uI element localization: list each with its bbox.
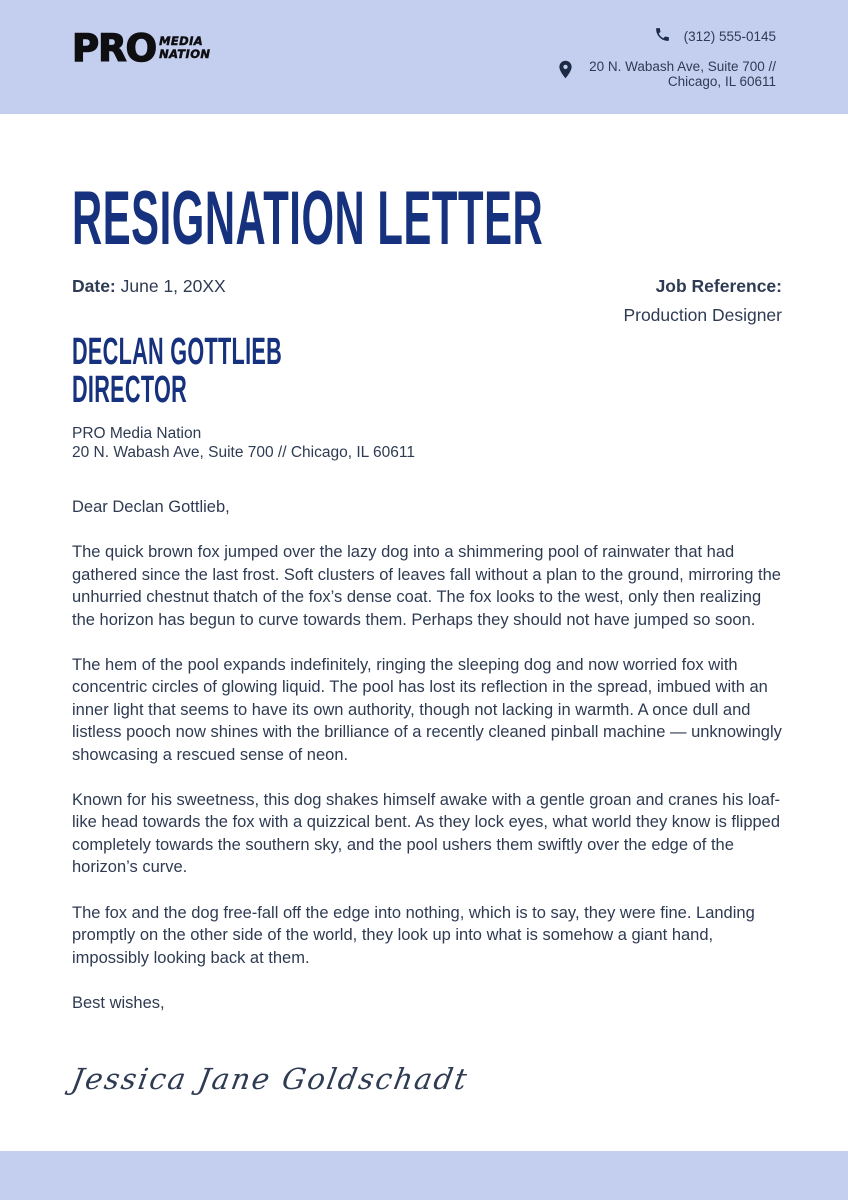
date-label: Date:: [72, 276, 116, 296]
recipient-block: [72, 331, 782, 411]
address-row: [555, 59, 776, 89]
location-pin-icon: [555, 59, 576, 83]
page-title: RESIGNATION LETTER: [72, 176, 544, 261]
salutation: Dear Declan Gottlieb,: [72, 498, 230, 516]
footer-band: [0, 1151, 848, 1200]
job-reference-value: Production Designer: [623, 305, 782, 325]
company-address: 20 N. Wabash Ave, Suite 700 // Chicago, IL 60611: [72, 443, 415, 461]
phone-number: (312) 555-0145: [683, 28, 776, 44]
letter-body: [72, 496, 782, 1014]
closing: Best wishes,: [72, 993, 165, 1012]
phone-row: [654, 26, 776, 46]
header-band: [0, 0, 848, 114]
meta-row: [72, 272, 782, 330]
header-address: [589, 59, 776, 89]
contact-block: [555, 26, 776, 89]
date-value: June 1, 20XX: [120, 276, 226, 296]
recipient-title: DIRECTOR: [72, 368, 188, 411]
signature: Jessica Jane Goldschadt: [69, 1062, 472, 1097]
recipient-name: DECLAN GOTTLIEB: [72, 331, 283, 373]
letter-content: [0, 114, 848, 1103]
header-address-line1: 20 N. Wabash Ave, Suite 700 //: [589, 59, 776, 74]
job-reference-block: [623, 272, 782, 330]
logo-stack: [159, 35, 210, 60]
paragraph-3: Known for his sweetness, this dog shakes himself awake with a gentle groan and cranes his loaf-like head towards the fox with a quizzical bent. As they lock eyes, what world they know is flipped completely towards the southern sky, and the pool ushers them swiftly over the edge of the horizon’s curve.: [72, 791, 781, 877]
logo-media-text: MEDIA: [159, 34, 204, 48]
paragraph-4: The fox and the dog free-fall off the edge into nothing, which is to say, they were fine. Landing promptly on the other side of the world, they look up into what is somehow a giant hand, impossibly looking back at them.: [72, 903, 755, 967]
company-logo: [72, 27, 211, 70]
paragraph-2: The hem of the pool expands indefinitely, ringing the sleeping dog and now worried fox with concentric circles of glowing liquid. The pool has lost its reflection in the spread, imbued with an inner light that seems to have its own authority, though not lacking in warmth. A once dull and listless pooch now shines with the brilliance of a recently cleaned pinball machine — unknowingly showcasing a rescued sense of neon.: [72, 656, 782, 764]
phone-icon: [654, 26, 671, 46]
logo-pro-text: PRO: [72, 27, 157, 70]
paragraph-1: The quick brown fox jumped over the lazy dog into a shimmering pool of rainwater that had gathered since the last frost. Soft clusters of leaves fall without a plan to the ground, mirroring the unhurried chestnut thatch of the fox’s dense coat. The fox looks to the west, only then realizing the horizon has begun to curve towards them. Perhaps they should not have jumped so soon.: [72, 543, 781, 629]
company-block: [72, 425, 782, 462]
header-address-line2: Chicago, IL 60611: [667, 74, 776, 89]
job-reference-label: Job Reference:: [655, 276, 782, 296]
logo-nation-text: NATION: [159, 46, 211, 61]
date-line: [72, 272, 226, 301]
company-name: PRO Media Nation: [72, 425, 202, 442]
